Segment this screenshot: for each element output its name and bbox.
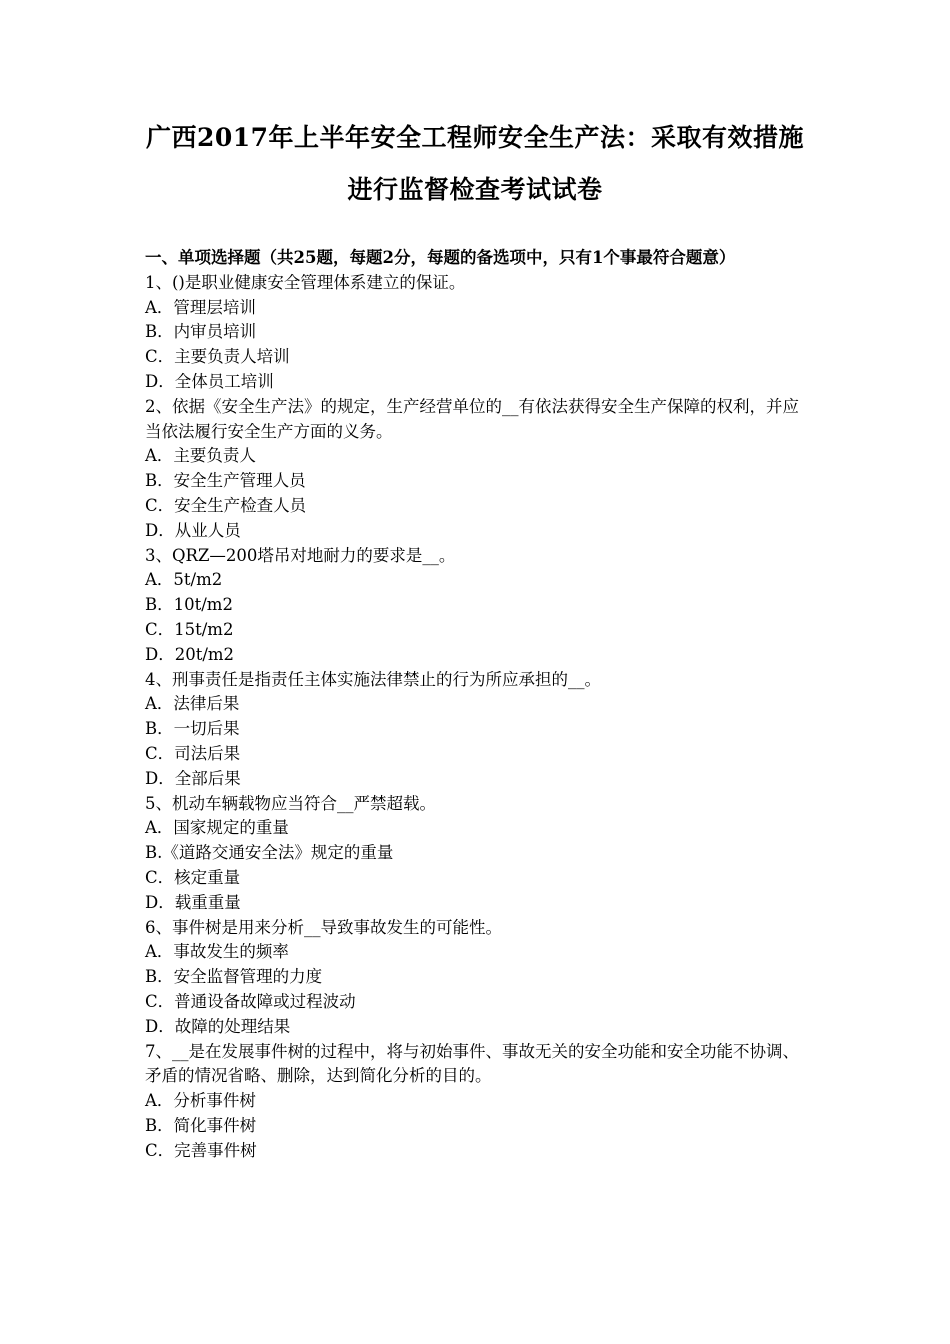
section-heading: 一、单项选择题（共25题，每题2分，每题的备选项中，只有1个事最符合题意） bbox=[145, 248, 736, 267]
question-1 bbox=[145, 271, 810, 395]
option-a: A．法律后果 bbox=[145, 694, 240, 714]
option-d: D．从业人员 bbox=[145, 520, 241, 540]
option-a: A．管理层培训 bbox=[145, 297, 256, 317]
option-d: D．全体员工培训 bbox=[145, 371, 274, 391]
question-7 bbox=[145, 1040, 810, 1164]
option-d: D．20t/m2 bbox=[145, 644, 235, 664]
title-line-1: 广西2017年上半年安全工程师安全生产法：采取有效措施 bbox=[145, 123, 805, 152]
option-c: C．主要负责人培训 bbox=[145, 347, 290, 367]
option-a: A．国家规定的重量 bbox=[145, 818, 289, 838]
document-title bbox=[100, 112, 850, 216]
question-3 bbox=[145, 544, 810, 668]
option-a: A．主要负责人 bbox=[145, 446, 256, 466]
document-body bbox=[145, 246, 810, 1163]
option-b: B．10t/m2 bbox=[145, 595, 233, 615]
option-c: C．完善事件树 bbox=[145, 1140, 257, 1160]
question-5 bbox=[145, 792, 810, 916]
option-b: B．简化事件树 bbox=[145, 1115, 257, 1135]
title-line-2: 进行监督检查考试试卷 bbox=[347, 175, 603, 204]
option-a: A．分析事件树 bbox=[145, 1091, 256, 1111]
question-text: 6、事件树是用来分析__导致事故发生的可能性。 bbox=[145, 917, 502, 937]
option-c: C．安全生产检查人员 bbox=[145, 495, 307, 515]
option-b: B.《道路交通安全法》规定的重量 bbox=[145, 843, 394, 863]
option-c: C．15t/m2 bbox=[145, 619, 234, 639]
option-b: B．内审员培训 bbox=[145, 322, 257, 342]
option-a: A．5t/m2 bbox=[145, 570, 223, 590]
question-text: 5、机动车辆载物应当符合__严禁超载。 bbox=[145, 793, 436, 813]
option-b: B．一切后果 bbox=[145, 719, 240, 739]
option-c: C．司法后果 bbox=[145, 743, 241, 763]
option-c: C．核定重量 bbox=[145, 867, 241, 887]
option-d: D．故障的处理结果 bbox=[145, 1016, 291, 1036]
option-b: B．安全生产管理人员 bbox=[145, 471, 306, 491]
question-text: 4、刑事责任是指责任主体实施法律禁止的行为所应承担的__。 bbox=[145, 669, 601, 689]
question-6 bbox=[145, 916, 810, 1040]
option-d: D．全部后果 bbox=[145, 768, 241, 788]
option-a: A．事故发生的频率 bbox=[145, 942, 289, 962]
question-4 bbox=[145, 668, 810, 792]
question-2 bbox=[145, 395, 810, 544]
question-text: 2、依据《安全生产法》的规定，生产经营单位的__有依法获得安全生产保障的权利，并应当依法履行安全生产方面的义务。 bbox=[145, 396, 799, 441]
option-c: C．普通设备故障或过程波动 bbox=[145, 991, 356, 1011]
question-text: 1、()是职业健康安全管理体系建立的保证。 bbox=[145, 272, 466, 292]
question-text: 3、QRZ—200塔吊对地耐力的要求是__。 bbox=[145, 545, 456, 565]
question-text: 7、__是在发展事件树的过程中，将与初始事件、事故无关的安全功能和安全功能不协调、矛盾的情况省略、删除，达到简化分析的目的。 bbox=[145, 1041, 799, 1086]
option-b: B．安全监督管理的力度 bbox=[145, 967, 323, 987]
option-d: D．载重重量 bbox=[145, 892, 241, 912]
